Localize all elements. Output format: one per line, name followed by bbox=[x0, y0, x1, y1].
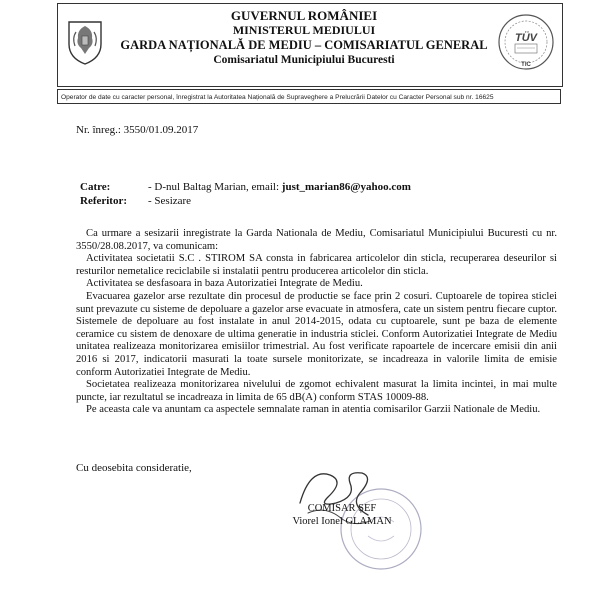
svg-text:TIC: TIC bbox=[521, 62, 531, 68]
commissariat-title: Comisariatul Municipiului Bucuresti bbox=[213, 54, 395, 66]
reference-value: - Sesizare bbox=[148, 195, 192, 207]
reference-label: Referitor: bbox=[80, 195, 128, 207]
body-paragraph: Societatea realizeaza monitorizarea nivelului de zgomot echivalent masurat la limita incintei, in mai multe puncte, iar rezultatul se incadreaza in limita de 65 dB(A) conform STAS 10009-88. bbox=[76, 379, 557, 403]
registration-number: Nr. înreg.: 3550/01.09.2017 bbox=[76, 124, 199, 136]
body-paragraph: Activitatea societatii S.C . STIROM SA consta in fabricarea articolelor din sticla, recuperarea deseurilor si resturilor nemetalice reciclabile si instalatii pentru producerea articolelor din sticla. bbox=[76, 253, 557, 277]
letterhead-titles bbox=[118, 8, 490, 68]
ministry-title: MINISTERUL MEDIULUI bbox=[232, 23, 376, 37]
data-operator-notice: Operator de date cu caracter personal, înregistrat la Autoritatea Națională de Supraveghere a Prelucrării Datelor cu Caracter Personal sub nr. 16625 bbox=[57, 89, 561, 104]
government-title: GUVERNUL ROMÂNIEI bbox=[230, 8, 378, 23]
svg-text:TÜV: TÜV bbox=[515, 32, 537, 44]
agency-title: GARDA NAȚIONALĂ DE MEDIU – COMISARIATUL GENERAL bbox=[120, 38, 488, 52]
body-paragraph: Evacuarea gazelor arse rezultate din procesul de productie se face prin 2 cosuri. Cuptoarele de topirea sticlei sunt prevazute cu sisteme de depoluare a gazelor arse evacuate in atmosfera, cate un sistem pentru fiecare cuptor. Sistemele de depoluare au fost instalate in anul 2014-2015, odata cu cuptoarele, sunt pe baza de elemente ceramice cu sistem de denoxare de ultima generatie in industria sticlei. Conform Autorizatiei Integrate de Mediu unitatea realizeaza monitorizarea emisiilor trimestrial. Au fost verificate rapoartele de incercare emisii din anii 2016 si 2017, indicatorii masurati la toate sursele monitorizate, se incadreaza in valorile limita de emisie conform Autorizatiei Integrate de Mediu. bbox=[76, 290, 557, 378]
letter-body bbox=[76, 228, 557, 417]
body-paragraph: Pe aceasta cale va anuntam ca aspectele semnalate raman in atentia comisarilor Garzii Nationale de Mediu. bbox=[86, 404, 541, 416]
signatory-block bbox=[282, 502, 402, 528]
signatory-title: COMISAR ȘEF bbox=[307, 503, 377, 514]
recipient-label: Catre: bbox=[80, 181, 111, 193]
closing-salutation: Cu deosebita consideratie, bbox=[76, 462, 192, 474]
signatory-name: Viorel Ionel GLAMAN bbox=[292, 516, 392, 527]
recipient-email: just_marian86@yahoo.com bbox=[281, 181, 411, 193]
body-paragraph: Activitatea se desfasoara in baza Autorizatiei Integrate de Mediu. bbox=[86, 278, 363, 290]
body-paragraph: Ca urmare a sesizarii inregistrate la Garda Nationala de Mediu, Comisariatul Municipiului Bucuresti cu nr. 3550/28.08.2017, va comunicam: bbox=[76, 228, 557, 252]
letterhead bbox=[57, 3, 563, 87]
tuv-certification-seal-icon bbox=[496, 8, 556, 80]
recipient-value: - D-nul Baltag Marian, email: just_marian86@yahoo.com bbox=[148, 181, 411, 193]
romania-coat-of-arms-icon bbox=[66, 18, 104, 66]
